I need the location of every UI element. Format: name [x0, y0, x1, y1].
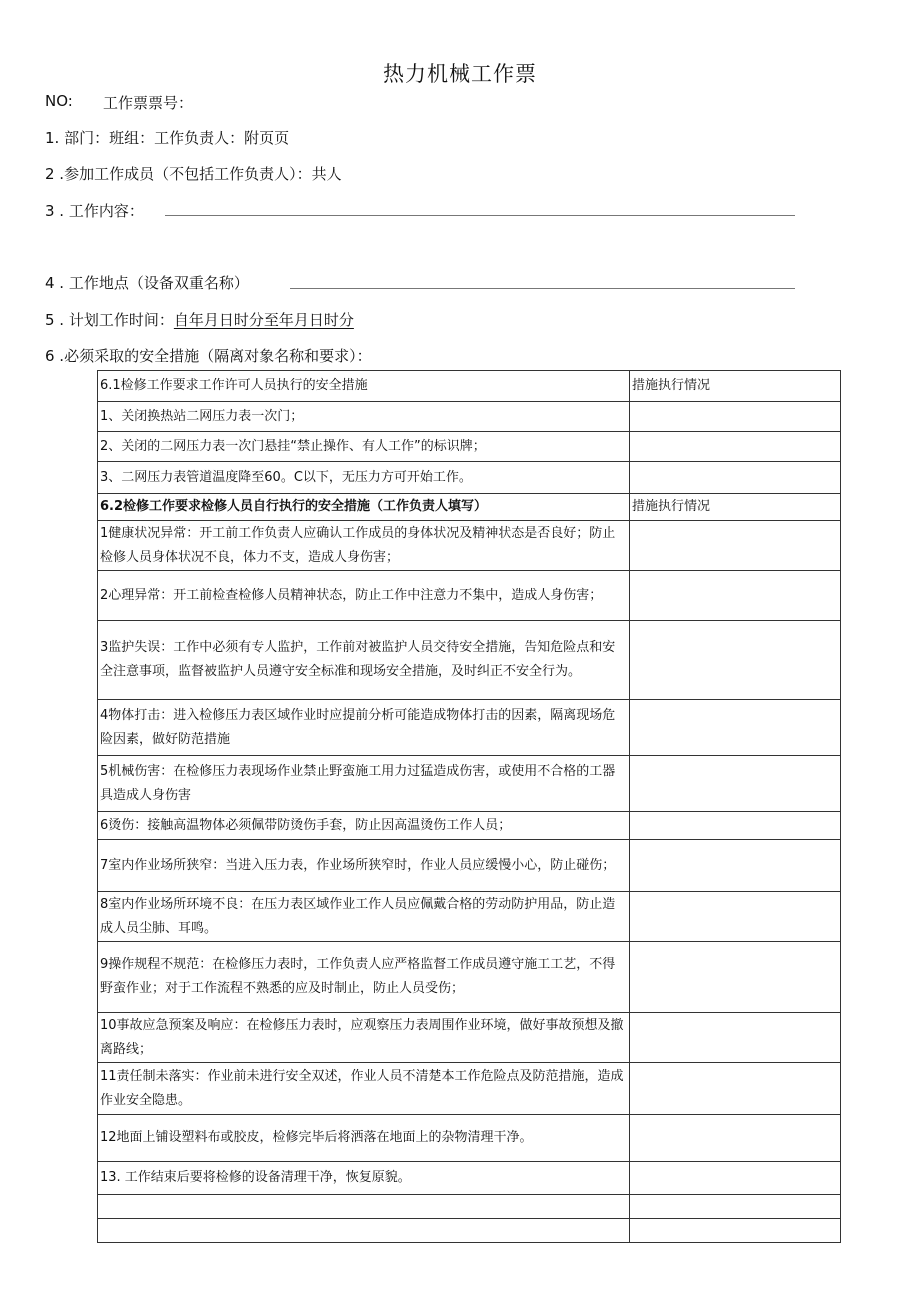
safety-measures-label: 6 .必须采取的安全措施（隔离对象名称和要求）：	[45, 347, 372, 365]
table-row	[98, 1115, 841, 1162]
status-cell[interactable]	[630, 1063, 841, 1115]
status-cell[interactable]	[630, 1013, 841, 1063]
no-label: NO:	[45, 92, 73, 110]
status-cell[interactable]	[630, 840, 841, 892]
measure-item: 2心理异常：开工前检查检修人员精神状态，防止工作中注意力不集中，造成人身伤害；	[98, 571, 630, 621]
work-location-label: 4 . 工作地点（设备双重名称）	[45, 274, 249, 292]
table-row	[98, 371, 841, 402]
status-cell[interactable]	[630, 756, 841, 812]
measure-item: 3、二网压力表管道温度降至60。C以下，无压力方可开始工作。	[98, 462, 630, 494]
measure-item: 3监护失误：工作中必须有专人监护，工作前对被监护人员交待安全措施，告知危险点和安全注意事项，监督被监护人员遵守安全标准和现场安全措施，及时纠正不安全行为。	[98, 621, 630, 700]
measure-item: 10事故应急预案及响应：在检修压力表时，应观察压力表周围作业环境，做好事故预想及撤离路线；	[98, 1013, 630, 1063]
section1-status-header: 措施执行情况	[630, 371, 841, 402]
status-cell[interactable]	[630, 462, 841, 494]
table-row	[98, 1013, 841, 1063]
status-cell[interactable]	[630, 1195, 841, 1219]
table-row	[98, 462, 841, 494]
members-line: 2 .参加工作成员（不包括工作负责人）：共人	[45, 165, 342, 183]
measure-item: 11责任制未落实：作业前未进行安全双述，作业人员不清楚本工作危险点及防范措施，造成作业安全隐患。	[98, 1063, 630, 1115]
table-row	[98, 1063, 841, 1115]
measure-item: 7室内作业场所狭窄：当进入压力表，作业场所狭窄时，作业人员应缓慢小心，防止碰伤；	[98, 840, 630, 892]
measure-item: 2、关闭的二网压力表一次门悬挂“禁止操作、有人工作”的标识牌；	[98, 432, 630, 462]
measure-item: 12地面上铺设塑料布或胶皮，检修完毕后将洒落在地面上的杂物清理干净。	[98, 1115, 630, 1162]
table-row	[98, 942, 841, 1013]
section1-heading: 6.1检修工作要求工作许可人员执行的安全措施	[98, 371, 630, 402]
section2-heading: 6.2检修工作要求检修人员自行执行的安全措施（工作负责人填写）	[98, 494, 630, 521]
ticket-number-label: 工作票票号：	[103, 94, 194, 112]
status-cell[interactable]	[630, 1219, 841, 1243]
planned-time-line	[45, 309, 354, 330]
measure-item: 9操作规程不规范：在检修压力表时，工作负责人应严格监督工作成员遵守施工工艺，不得野蛮作业；对于工作流程不熟悉的应及时制止，防止人员受伤；	[98, 942, 630, 1013]
department-line: 1. 部门：班组：工作负责人：附页页	[45, 129, 290, 147]
status-cell[interactable]	[630, 1162, 841, 1195]
measure-item: 4物体打击：进入检修压力表区域作业时应提前分析可能造成物体打击的因素，隔离现场危险因素，做好防范措施	[98, 700, 630, 756]
table-row	[98, 1195, 841, 1219]
status-cell[interactable]	[630, 621, 841, 700]
measure-item: 8室内作业场所环境不良：在压力表区域作业工作人员应佩戴合格的劳动防护用品，防止造成人员尘肺、耳鸣。	[98, 892, 630, 942]
safety-measures-table	[97, 370, 841, 1243]
table-row	[98, 621, 841, 700]
work-content-label: 3 . 工作内容：	[45, 202, 144, 220]
planned-time-value[interactable]: 自年月日时分至年月日时分	[173, 311, 354, 329]
status-cell[interactable]	[630, 700, 841, 756]
table-row	[98, 432, 841, 462]
measure-item: 5机械伤害：在检修压力表现场作业禁止野蛮施工用力过猛造成伤害，或使用不合格的工器具造成人身伤害	[98, 756, 630, 812]
work-content-field[interactable]	[165, 215, 795, 216]
section2-status-header: 措施执行情况	[630, 494, 841, 521]
table-row	[98, 494, 841, 521]
work-location-field[interactable]	[290, 288, 795, 289]
table-row	[98, 402, 841, 432]
page-title: 热力机械工作票	[383, 62, 537, 86]
status-cell[interactable]	[630, 571, 841, 621]
status-cell[interactable]	[630, 1115, 841, 1162]
table-row	[98, 521, 841, 571]
table-row	[98, 700, 841, 756]
table-row	[98, 892, 841, 942]
measure-item: 1、关闭换热站二网压力表一次门；	[98, 402, 630, 432]
planned-time-label: 5 . 计划工作时间：	[45, 311, 174, 329]
status-cell[interactable]	[630, 812, 841, 840]
measure-item: 13. 工作结束后要将检修的设备清理干净，恢复原貌。	[98, 1162, 630, 1195]
status-cell[interactable]	[630, 521, 841, 571]
status-cell[interactable]	[630, 432, 841, 462]
status-cell[interactable]	[630, 402, 841, 432]
status-cell[interactable]	[630, 942, 841, 1013]
table-row	[98, 1162, 841, 1195]
table-row	[98, 571, 841, 621]
measure-item: 1健康状况异常：开工前工作负责人应确认工作成员的身体状况及精神状态是否良好；防止检修人员身体状况不良，体力不支，造成人身伤害；	[98, 521, 630, 571]
blank-cell[interactable]	[98, 1195, 630, 1219]
table-row	[98, 1219, 841, 1243]
status-cell[interactable]	[630, 892, 841, 942]
table-row	[98, 756, 841, 812]
table-row	[98, 840, 841, 892]
measure-item: 6烫伤：接触高温物体必须佩带防烫伤手套，防止因高温烫伤工作人员；	[98, 812, 630, 840]
table-row	[98, 812, 841, 840]
blank-cell[interactable]	[98, 1219, 630, 1243]
